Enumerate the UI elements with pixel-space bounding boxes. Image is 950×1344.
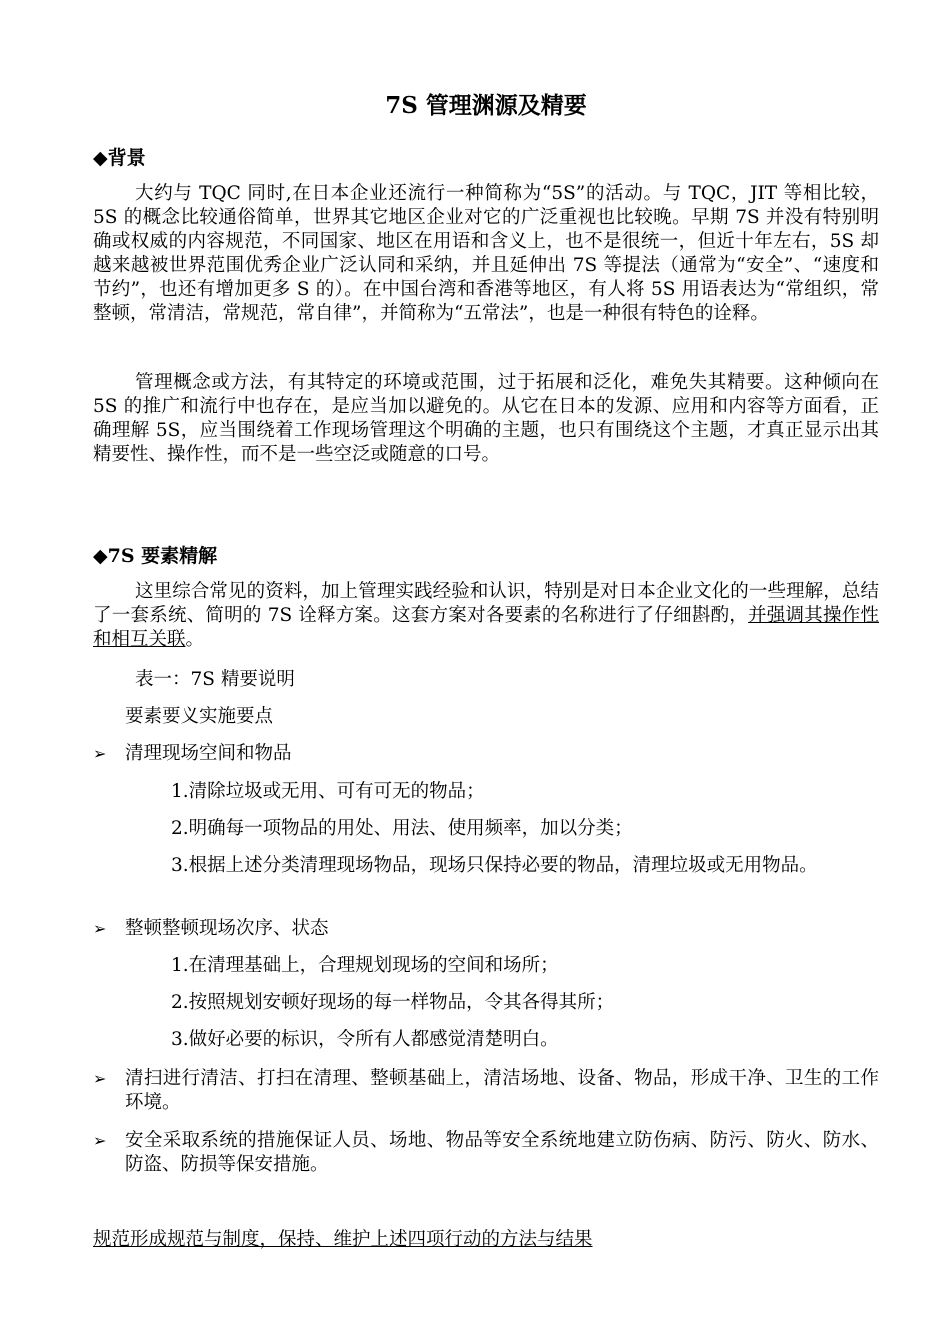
standardize-footer-line: 规范形成规范与制度，保持、维护上述四项行动的方法与结果 [93,1229,593,1250]
intro-end-text: 。 [185,629,205,650]
element-sub-point: 1.清除垃圾或无用、可有可无的物品； [171,781,485,802]
element-item-text: 清理现场空间和物品 [125,743,292,764]
element-item-sort [93,742,879,766]
element-sub-point: 2.明确每一项物品的用处、用法、使用频率，加以分类； [171,818,633,839]
element-sub-point: 3.根据上述分类清理现场物品，现场只保持必要的物品，清理垃圾或无用物品。 [171,855,818,876]
table-header: 要素要义实施要点 [125,706,274,727]
element-item-text: 整顿整顿现场次序、状态 [125,918,329,939]
element-item-shine [93,1067,879,1115]
section-heading-background: ◆背景 [93,147,146,169]
element-sub-point: 1.在清理基础上，合理规划现场的空间和场所； [171,955,559,976]
bullet-arrow-icon: ➢ [93,744,107,763]
element-sub-point: 3.做好必要的标识，令所有人都感觉清楚明白。 [171,1029,559,1050]
intro-plain-text: 这里综合常见的资料，加上管理实践经验和认识，特别是对日本企业文化的一些理解，总结了一套系统、简明的 7S 诠释方案。这套方案对各要素的名称进行了仔细斟酌， [93,581,879,626]
bullet-arrow-icon: ➢ [93,1069,107,1088]
element-item-text: 安全采取系统的措施保证人员、场地、物品等安全系统地建立防伤病、防污、防火、防水、防盗、防损等保安措施。 [125,1130,879,1175]
element-item-text: 清扫进行清洁、打扫在清理、整顿基础上，清洁场地、设备、物品，形成干净、卫生的工作环境。 [125,1068,879,1113]
background-paragraph-2: 管理概念或方法，有其特定的环境或范围，过于拓展和泛化，难免失其精要。这种倾向在 5S 的推广和流行中也存在，是应当加以避免的。从它在日本的发源、应用和内容等方面看，正确理解 5S，应当围绕着工作现场管理这个明确的主题，也只有围绕这个主题，才真正显示出其精要性、操作性，而不是一些空泛或随意的口号。 [93,372,879,465]
section-heading-7s-elements: ◆7S 要素精解 [93,545,218,567]
bullet-arrow-icon: ➢ [93,1131,107,1150]
intro-underlined-text: 并强调其操作性和相互关联 [93,605,879,650]
element-sub-point: 2.按照规划安顿好现场的每一样物品，令其各得其所； [171,992,615,1013]
elements-intro-paragraph [93,580,879,652]
background-paragraph-1: 大约与 TQC 同时,在日本企业还流行一种简称为“5S”的活动。与 TQC，JIT 等相比较，5S 的概念比较通俗简单，世界其它地区企业对它的广泛重视也比较晚。早期 7S 并没有特别明确或权威的内容规范，不同国家、地区在用语和含义上，也不是很统一，但近十年左右，5S 却越来越被世界范围优秀企业广泛认同和采纳，并且延伸出 7S 等提法（通常为“安全”、“速度和节约”，也还有增加更多 S 的）。在中国台湾和香港等地区，有人将 5S 用语表达为“常组织，常整顿，常清洁，常规范，常自律”，并简称为“五常法”，也是一种很有特色的诠释。 [93,183,879,324]
document-title: 7S 管理渊源及精要 [385,92,587,119]
element-item-safety [93,1129,879,1177]
element-item-set-in-order [93,917,879,941]
bullet-arrow-icon: ➢ [93,919,107,938]
table-caption: 表一：7S 精要说明 [135,669,295,690]
